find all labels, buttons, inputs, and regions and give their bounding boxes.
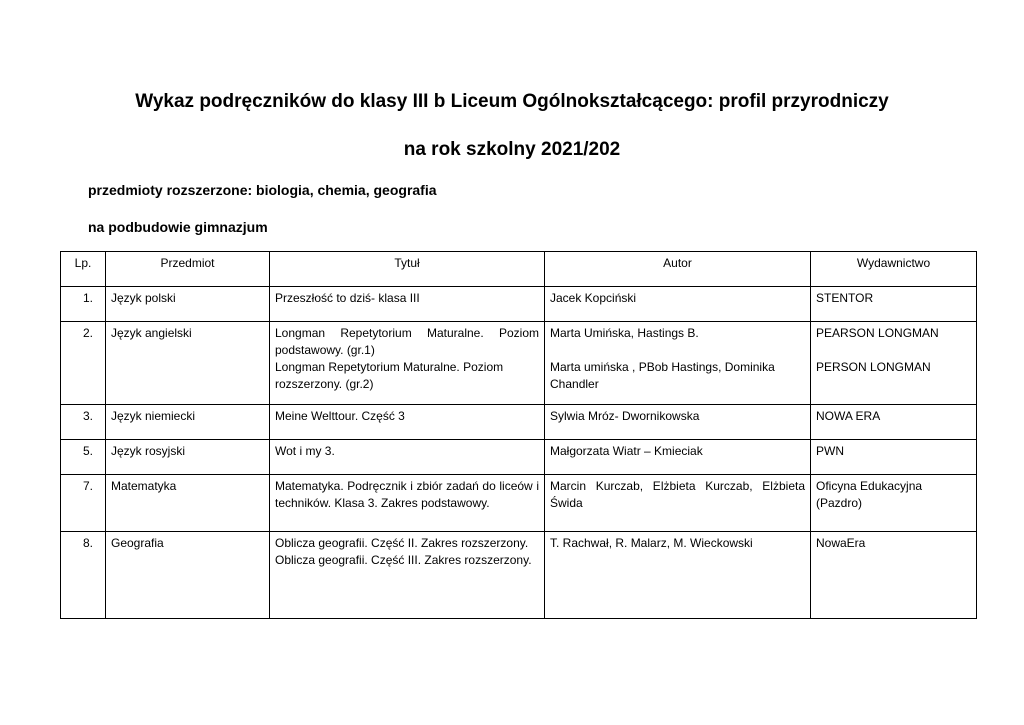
table-row bbox=[61, 440, 977, 475]
cell-autor bbox=[545, 532, 811, 619]
publisher-entry: NOWA ERA bbox=[816, 409, 881, 423]
header-lp: Lp. bbox=[61, 252, 106, 287]
author-entry: Marcin Kurczab, Elżbieta Kurczab, Elżbieta Świda bbox=[550, 479, 805, 510]
author-entry: Jacek Kopciński bbox=[550, 291, 637, 305]
cell-wydawnictwo bbox=[811, 440, 977, 475]
cell-lp: 2. bbox=[61, 322, 106, 405]
cell-wydawnictwo bbox=[811, 322, 977, 405]
author-entry: T. Rachwał, R. Malarz, M. Wieckowski bbox=[550, 536, 753, 550]
title-entry: Longman Repetytorium Maturalne. Poziom rozszerzony. (gr.2) bbox=[275, 360, 504, 391]
cell-autor bbox=[545, 405, 811, 440]
cell-lp: 3. bbox=[61, 405, 106, 440]
title-entry: Matematyka. Podręcznik i zbiór zadań do liceów i techników. Klasa 3. Zakres podstawowy. bbox=[275, 479, 539, 510]
cell-wydawnictwo bbox=[811, 405, 977, 440]
cell-autor bbox=[545, 475, 811, 532]
publisher-entry: PEARSON LONGMAN bbox=[816, 326, 939, 340]
header-autor: Autor bbox=[545, 252, 811, 287]
title-entry: Oblicza geografii. Część III. Zakres rozszerzony. bbox=[275, 553, 532, 567]
table-row bbox=[61, 322, 977, 405]
title-entry: Przeszłość to dziś- klasa III bbox=[275, 291, 420, 305]
cell-przedmiot: Matematyka bbox=[106, 475, 270, 532]
table-header-row bbox=[61, 252, 977, 287]
title-entry: Longman Repetytorium Maturalne. Poziom podstawowy. (gr.1) bbox=[275, 326, 539, 357]
cell-tytul bbox=[270, 475, 545, 532]
title-entry: Wot i my 3. bbox=[275, 444, 335, 458]
title-entry: Oblicza geografii. Część II. Zakres rozszerzony. bbox=[275, 536, 529, 550]
author-entry: Sylwia Mróz- Dwornikowska bbox=[550, 409, 700, 423]
cell-tytul bbox=[270, 287, 545, 322]
cell-autor bbox=[545, 287, 811, 322]
publisher-entry: Oficyna Edukacyjna (Pazdro) bbox=[816, 479, 923, 510]
header-przedmiot: Przedmiot bbox=[106, 252, 270, 287]
cell-wydawnictwo bbox=[811, 287, 977, 322]
header-tytul: Tytuł bbox=[270, 252, 545, 287]
cell-lp: 7. bbox=[61, 475, 106, 532]
base-school-note: na podbudowie gimnazjum bbox=[88, 219, 268, 235]
cell-lp: 5. bbox=[61, 440, 106, 475]
publisher-entry: PWN bbox=[816, 444, 844, 458]
cell-przedmiot: Geografia bbox=[106, 532, 270, 619]
document-title: Wykaz podręczników do klasy III b Liceum Ogólnokształcącego: profil przyrodniczy bbox=[135, 91, 889, 112]
cell-wydawnictwo bbox=[811, 532, 977, 619]
cell-przedmiot: Język polski bbox=[106, 287, 270, 322]
author-entry: Marta Umińska, Hastings B. bbox=[550, 326, 699, 340]
cell-tytul bbox=[270, 322, 545, 405]
table-row bbox=[61, 405, 977, 440]
header-wydawnictwo: Wydawnictwo bbox=[811, 252, 977, 287]
cell-wydawnictwo bbox=[811, 475, 977, 532]
title-entry: Meine Welttour. Część 3 bbox=[275, 409, 405, 423]
cell-lp: 8. bbox=[61, 532, 106, 619]
table-row bbox=[61, 532, 977, 619]
publisher-entry: NowaEra bbox=[816, 536, 866, 550]
cell-tytul bbox=[270, 405, 545, 440]
cell-przedmiot: Język rosyjski bbox=[106, 440, 270, 475]
author-entry: Marta umińska , PBob Hastings, Dominika Chandler bbox=[550, 360, 775, 391]
cell-tytul bbox=[270, 440, 545, 475]
table-row bbox=[61, 287, 977, 322]
cell-autor bbox=[545, 322, 811, 405]
document-title-school-year: na rok szkolny 2021/202 bbox=[403, 139, 621, 160]
textbook-table bbox=[60, 251, 977, 619]
cell-lp: 1. bbox=[61, 287, 106, 322]
cell-przedmiot: Język niemiecki bbox=[106, 405, 270, 440]
cell-autor bbox=[545, 440, 811, 475]
cell-przedmiot: Język angielski bbox=[106, 322, 270, 405]
author-entry: Małgorzata Wiatr – Kmieciak bbox=[550, 444, 703, 458]
extended-subjects-note: przedmioty rozszerzone: biologia, chemia, geografia bbox=[88, 182, 437, 198]
publisher-entry: PERSON LONGMAN bbox=[816, 360, 931, 374]
cell-tytul bbox=[270, 532, 545, 619]
publisher-entry: STENTOR bbox=[816, 291, 874, 305]
table-row bbox=[61, 475, 977, 532]
